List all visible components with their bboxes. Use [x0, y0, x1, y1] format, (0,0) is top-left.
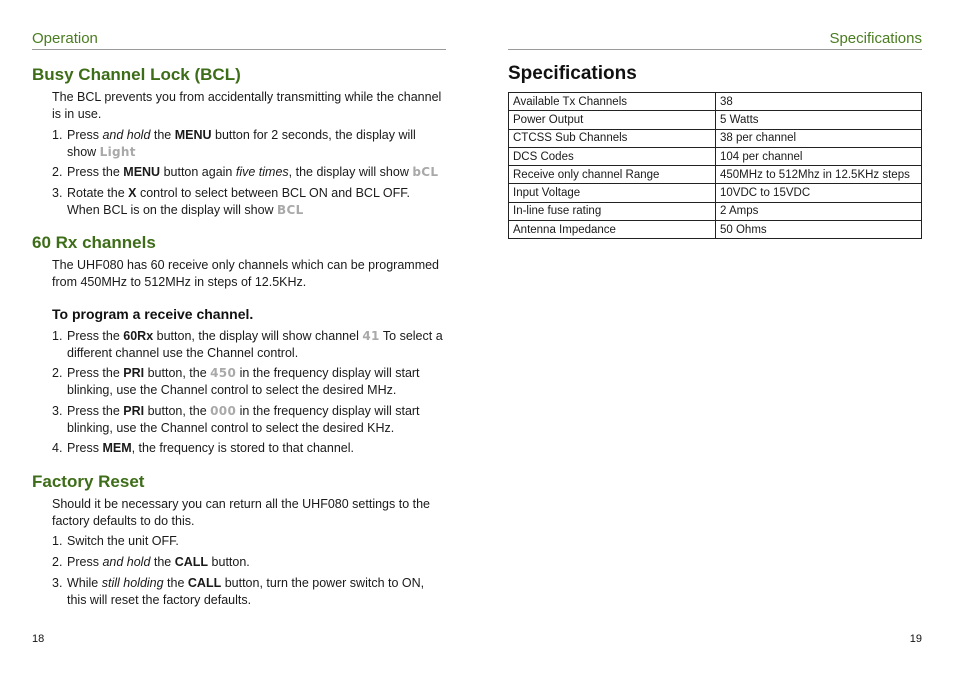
reset-step-3 — [52, 575, 444, 609]
step-text: , the display will show — [288, 165, 413, 179]
spec-label: Available Tx Channels — [509, 93, 716, 111]
step-number: 4. — [52, 441, 63, 455]
button-name: CALL — [174, 555, 209, 569]
step-text: the — [163, 576, 188, 590]
control-name: X — [128, 186, 137, 200]
button-name: 60Rx — [123, 329, 154, 343]
lcd-readout: bCL — [412, 165, 439, 179]
spec-label: Power Output — [509, 111, 716, 129]
step-number: 3. — [52, 576, 63, 590]
step-number: 2. — [52, 366, 63, 380]
spec-value: 450MHz to 512Mhz in 12.5KHz steps — [716, 166, 922, 184]
emphasis: still holding — [101, 576, 164, 590]
step-text: Press — [67, 555, 103, 569]
button-name: PRI — [123, 366, 145, 380]
table-row — [509, 202, 922, 220]
table-row — [509, 111, 922, 129]
bcl-heading: Busy Channel Lock (BCL) — [32, 65, 241, 84]
table-row — [509, 166, 922, 184]
spec-label: CTCSS Sub Channels — [509, 129, 716, 147]
left-page — [32, 0, 446, 676]
spec-value: 38 — [716, 93, 922, 111]
spec-value: 5 Watts — [716, 111, 922, 129]
emphasis: and hold — [102, 128, 151, 142]
step-text: , the frequency is stored to that channel. — [131, 441, 354, 455]
step-number: 3. — [52, 404, 63, 418]
step-text: button, the — [144, 366, 211, 380]
step-text: To select a different channel use the Channel control. — [67, 329, 443, 360]
step-number: 2. — [52, 555, 63, 569]
rx-step-4 — [52, 440, 444, 457]
table-row — [509, 129, 922, 147]
running-header: Specifications — [829, 30, 922, 47]
rx-subheading: To program a receive channel. — [52, 306, 254, 322]
reset-heading: Factory Reset — [32, 472, 145, 491]
rx-step-3 — [52, 403, 444, 437]
step-text: in the frequency display will start blinking, use the Channel control to select the desired MHz. — [67, 366, 420, 397]
bcl-step-3 — [52, 185, 444, 219]
table-row — [509, 221, 922, 239]
lcd-readout: Light — [99, 145, 136, 159]
step-text: Press — [67, 128, 103, 142]
step-text: control to select between BCL ON and BCL OFF. When BCL is on the display will show — [67, 186, 411, 217]
step-text: button, turn the power switch to ON, this will reset the factory defaults. — [67, 576, 425, 607]
spec-value: 38 per channel — [716, 129, 922, 147]
specifications-title: Specifications — [508, 63, 637, 84]
lcd-readout: 000 — [210, 404, 237, 418]
running-header: Operation — [32, 30, 98, 47]
button-name: MEM — [102, 441, 132, 455]
reset-step-1 — [52, 533, 444, 550]
table-row — [509, 147, 922, 165]
step-text: the — [150, 128, 175, 142]
step-text: Rotate the — [67, 186, 129, 200]
step-text: Press the — [67, 165, 124, 179]
table-row — [509, 184, 922, 202]
step-number: 1. — [52, 534, 63, 548]
spec-label: Receive only channel Range — [509, 166, 716, 184]
rx-intro: The UHF080 has 60 receive only channels which can be programmed from 450MHz to 512MHz in steps of 12.5KHz. — [52, 258, 440, 289]
button-name: PRI — [123, 404, 145, 418]
table-row — [509, 93, 922, 111]
step-text: button, the display will show channel — [153, 329, 363, 343]
bcl-step-1 — [52, 127, 444, 161]
reset-intro: Should it be necessary you can return all the UHF080 settings to the factory defaults to do this. — [52, 497, 430, 528]
step-number: 3. — [52, 186, 63, 200]
step-text: Press the — [67, 404, 124, 418]
spec-label: Antenna Impedance — [509, 221, 716, 239]
specifications-table — [508, 92, 922, 239]
spec-label: In-line fuse rating — [509, 202, 716, 220]
step-number: 1. — [52, 329, 63, 343]
button-name: MENU — [123, 165, 161, 179]
spec-value: 2 Amps — [716, 202, 922, 220]
emphasis: and hold — [102, 555, 151, 569]
spec-value: 10VDC to 15VDC — [716, 184, 922, 202]
right-page — [508, 0, 922, 676]
step-text: Press the — [67, 366, 124, 380]
step-text: the — [150, 555, 175, 569]
spec-label: Input Voltage — [509, 184, 716, 202]
lcd-readout: 450 — [210, 366, 237, 380]
button-name: MENU — [174, 128, 212, 142]
bcl-step-2 — [52, 164, 444, 181]
spec-value: 50 Ohms — [716, 221, 922, 239]
step-text: in the frequency display will start blinking, use the Channel control to select the desired KHz. — [67, 404, 420, 435]
step-text: button, the — [144, 404, 211, 418]
rx-heading: 60 Rx channels — [32, 233, 156, 252]
step-number: 2. — [52, 165, 63, 179]
step-text: button for 2 seconds, the display will show — [67, 128, 416, 159]
step-text: While — [67, 576, 102, 590]
step-text: Switch the unit OFF. — [67, 534, 179, 548]
emphasis: five times — [235, 165, 289, 179]
reset-step-2 — [52, 554, 444, 571]
spec-label: DCS Codes — [509, 147, 716, 165]
button-name: CALL — [187, 576, 222, 590]
header-rule — [508, 49, 922, 50]
step-text: Press the — [67, 329, 124, 343]
rx-step-2 — [52, 365, 444, 399]
step-number: 1. — [52, 128, 63, 142]
lcd-readout: 41 — [362, 329, 380, 343]
step-text: button. — [208, 555, 250, 569]
step-text: Press — [67, 441, 103, 455]
rx-step-1 — [52, 328, 444, 362]
step-text: button again — [160, 165, 236, 179]
spec-value: 104 per channel — [716, 147, 922, 165]
page-number: 18 — [32, 633, 45, 645]
bcl-intro: The BCL prevents you from accidentally transmitting while the channel is in use. — [52, 90, 442, 121]
lcd-readout: BCL — [277, 203, 304, 217]
page-number: 19 — [909, 633, 922, 645]
header-rule — [32, 49, 446, 50]
